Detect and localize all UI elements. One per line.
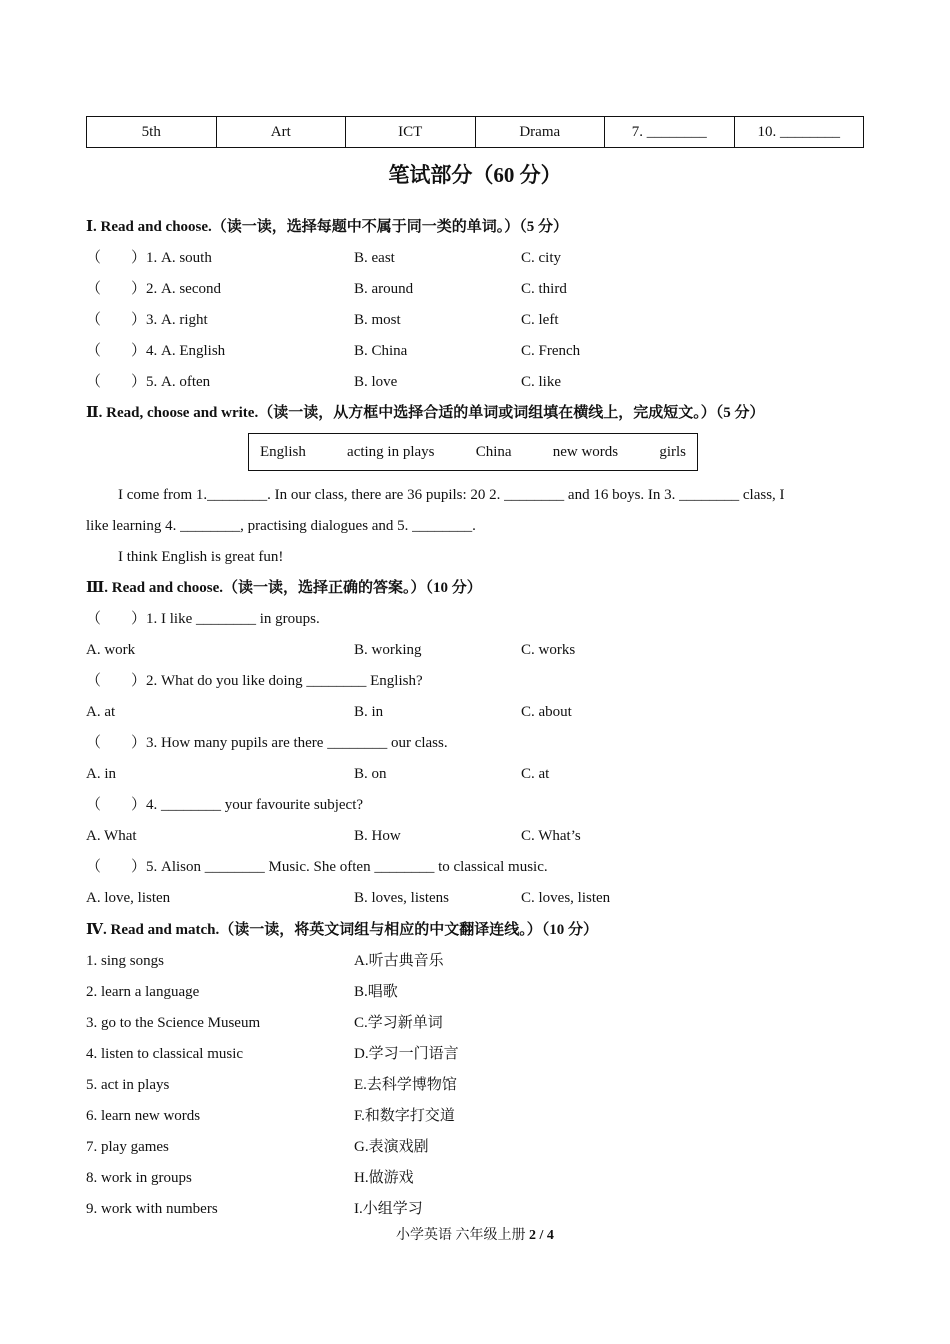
match-chinese: I.小组学习 — [354, 1201, 423, 1217]
question: （ ）2. What do you like doing ________ English? — [86, 673, 423, 689]
passage-line: like learning 4. ________, practising dialogues and 5. ________. — [86, 518, 476, 534]
question: （ ）4. A. English — [86, 343, 226, 359]
question: （ ）5. Alison ________ Music. She often ________ to classical music. — [86, 859, 548, 875]
question: （ ）5. A. often — [86, 374, 211, 390]
option-b: B. east — [354, 250, 395, 266]
table-cell-blank: 7. ________ — [604, 117, 734, 147]
page-title: 笔试部分（60 分） — [388, 163, 562, 187]
question: （ ）3. A. right — [86, 312, 208, 328]
section-1-heading: Ⅰ. Read and choose.（读一读，选择每题中不属于同一类的单词。）（5 分） — [86, 219, 569, 235]
match-chinese: E.去科学博物馆 — [354, 1077, 457, 1093]
schedule-table-row — [86, 116, 864, 148]
section-2-heading: Ⅱ. Read, choose and write.（读一读，从方框中选择合适的单词或词组填在横线上，完成短文。）（5 分） — [86, 405, 765, 421]
match-chinese: H.做游戏 — [354, 1170, 414, 1186]
option-b: B. most — [354, 312, 401, 328]
option-c: C. loves, listen — [521, 890, 611, 906]
option-c: C. city — [521, 250, 561, 266]
page-number: 2 / 4 — [529, 1228, 554, 1243]
word-option: China — [475, 443, 512, 460]
option-c: C. What’s — [521, 828, 581, 844]
option-c: C. French — [521, 343, 581, 359]
option-b: B. China — [354, 343, 408, 359]
question: （ ）2. A. second — [86, 281, 221, 297]
option-b: B. love — [354, 374, 398, 390]
option-b: B. on — [354, 766, 387, 782]
match-english: 4. listen to classical music — [86, 1046, 244, 1062]
match-english: 2. learn a language — [86, 984, 200, 1000]
question: （ ）4. ________ your favourite subject? — [86, 797, 364, 813]
option-a: A. in — [86, 766, 116, 782]
question: （ ）1. I like ________ in groups. — [86, 611, 320, 627]
table-cell: ICT — [345, 117, 475, 147]
option-c: C. left — [521, 312, 559, 328]
match-english: 7. play games — [86, 1139, 169, 1155]
option-b: B. around — [354, 281, 414, 297]
match-english: 1. sing songs — [86, 953, 164, 969]
word-box — [248, 433, 698, 471]
option-c: C. like — [521, 374, 561, 390]
option-b: B. How — [354, 828, 401, 844]
section-4-heading: Ⅳ. Read and match.（读一读，将英文词组与相应的中文翻译连线。）（10 分） — [86, 922, 599, 938]
page-footer — [0, 1226, 950, 1246]
match-english: 8. work in groups — [86, 1170, 192, 1186]
table-cell: 5th — [141, 124, 161, 140]
table-cell: Drama — [475, 117, 605, 147]
option-a: A. love, listen — [86, 890, 171, 906]
passage-line: I come from 1.________. In our class, there are 36 pupils: 20 2. ________ and 16 boys. In 3. ________ class, I — [118, 487, 785, 503]
match-chinese: F.和数字打交道 — [354, 1108, 455, 1124]
section-3-heading: Ⅲ. Read and choose.（读一读，选择正确的答案。）（10 分） — [86, 580, 482, 596]
match-chinese: D.学习一门语言 — [354, 1046, 459, 1062]
option-a: A. work — [86, 642, 136, 658]
word-option: new words — [552, 443, 619, 460]
match-chinese: G.表演戏剧 — [354, 1139, 429, 1155]
option-c: C. third — [521, 281, 567, 297]
passage-line: I think English is great fun! — [118, 549, 284, 565]
match-english: 6. learn new words — [86, 1108, 201, 1124]
word-option: girls — [659, 443, 686, 460]
question: （ ）3. How many pupils are there ________ our class. — [86, 735, 448, 751]
table-cell-blank: 10. ________ — [734, 117, 864, 147]
match-chinese: C.学习新单词 — [354, 1015, 443, 1031]
option-b: B. loves, listens — [354, 890, 450, 906]
option-b: B. working — [354, 642, 422, 658]
match-english: 3. go to the Science Museum — [86, 1015, 261, 1031]
option-c: C. about — [521, 704, 572, 720]
match-chinese: A.听古典音乐 — [354, 953, 444, 969]
footer-text: 小学英语 六年级上册 — [396, 1228, 530, 1243]
match-english: 5. act in plays — [86, 1077, 170, 1093]
option-c: C. at — [521, 766, 550, 782]
word-option: English — [260, 443, 306, 460]
option-a: A. at — [86, 704, 116, 720]
table-cell: Art — [216, 117, 346, 147]
option-a: A. What — [86, 828, 137, 844]
match-english: 9. work with numbers — [86, 1201, 218, 1217]
word-option: acting in plays — [347, 443, 435, 460]
question: （ ）1. A. south — [86, 250, 212, 266]
match-chinese: B.唱歌 — [354, 984, 398, 1000]
option-b: B. in — [354, 704, 384, 720]
option-c: C. works — [521, 642, 576, 658]
